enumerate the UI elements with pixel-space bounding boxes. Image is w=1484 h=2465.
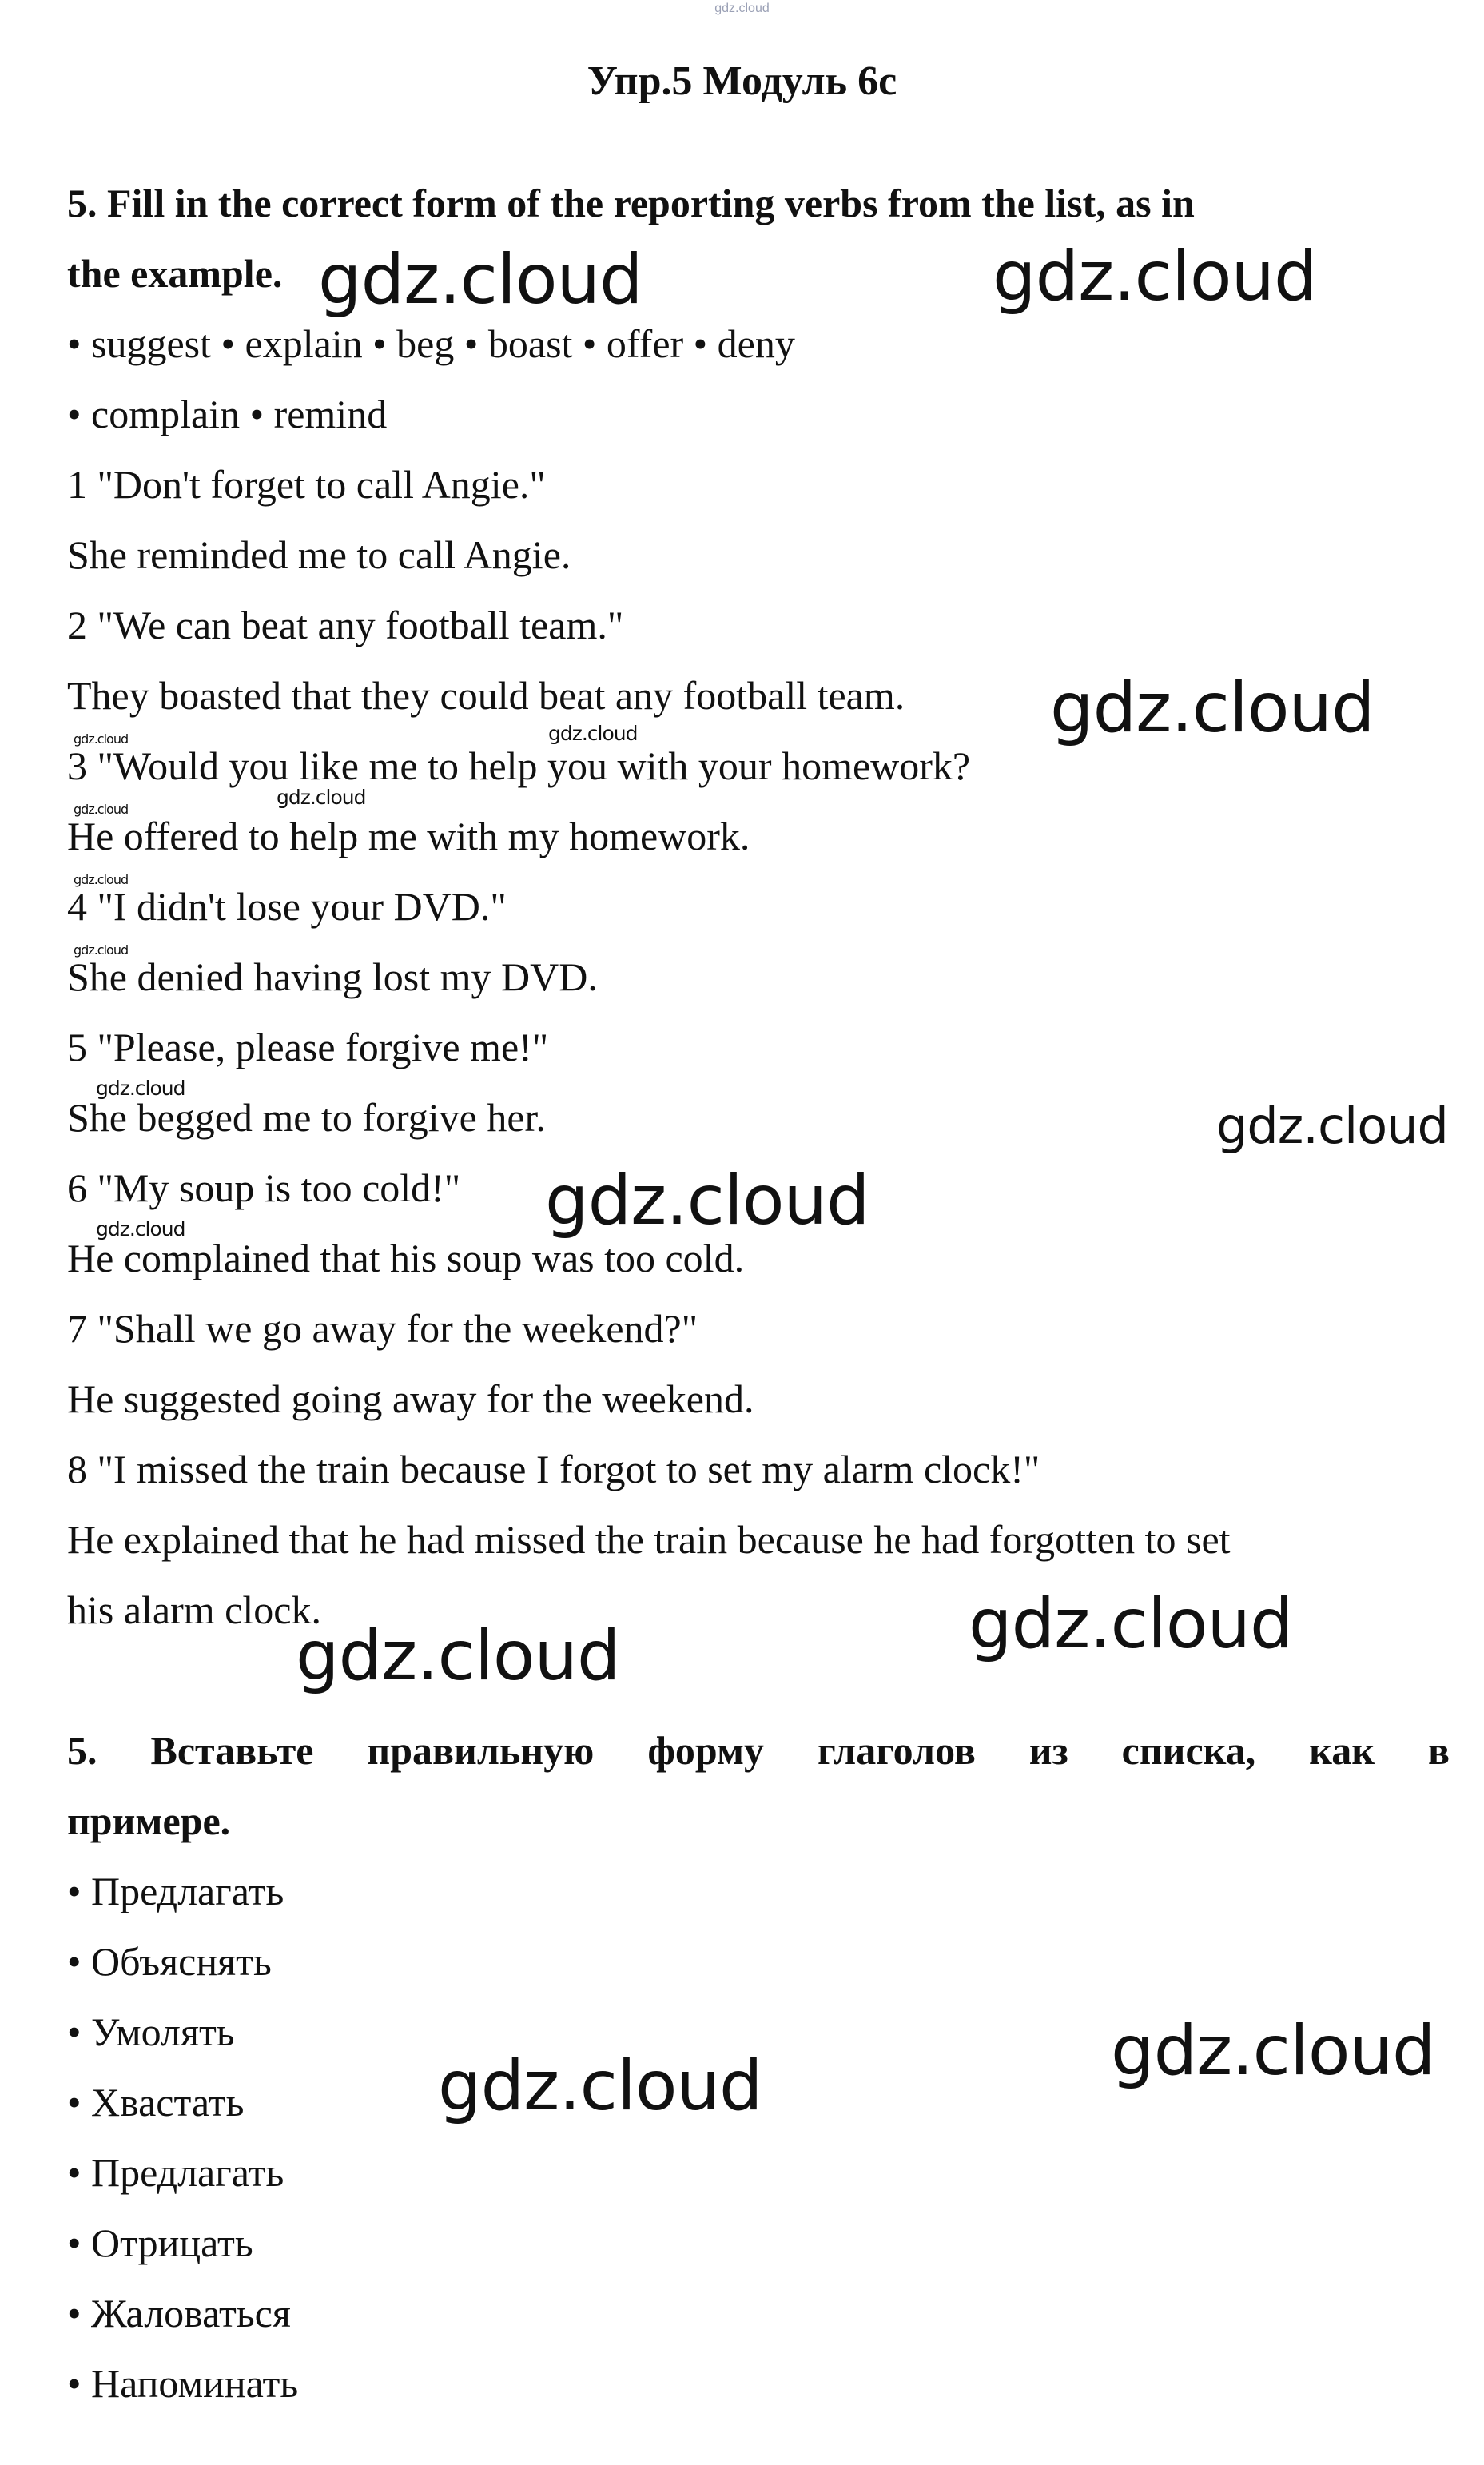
answer-1: She reminded me to call Angie.	[67, 532, 571, 577]
ru-list-item-7: • Жаловаться	[67, 2291, 291, 2336]
question-6: 6 "My soup is too cold!"	[67, 1165, 461, 1210]
task-heading-ru-line2: примере.	[67, 1798, 231, 1843]
top-watermark: gdz.cloud	[714, 2, 770, 15]
watermark: gdz.cloud	[969, 1584, 1293, 1664]
watermark: gdz.cloud	[545, 1161, 869, 1240]
ru-list-item-5: • Предлагать	[67, 2150, 284, 2195]
watermark: gdz.cloud	[277, 786, 366, 809]
watermark: gdz.cloud	[1216, 1097, 1448, 1155]
watermark: gdz.cloud	[1050, 668, 1375, 748]
ru-list-item-8: • Напоминать	[67, 2361, 299, 2406]
ru-list-item-1: • Предлагать	[67, 1869, 284, 1913]
question-4: 4 "I didn't lose your DVD."	[67, 884, 507, 929]
watermark: gdz.cloud	[74, 802, 129, 817]
task-heading-en-line1: 5. Fill in the correct form of the reporting verbs from the list, as in	[67, 181, 1195, 225]
question-3: 3 "Would you like me to help you with your homework?	[67, 743, 971, 788]
ru-list-item-4: • Хвастать	[67, 2080, 245, 2125]
answer-6: He complained that his soup was too cold.	[67, 1236, 745, 1280]
answer-2: They boasted that they could beat any football team.	[67, 673, 905, 718]
watermark: gdz.cloud	[96, 1217, 185, 1240]
watermark: gdz.cloud	[548, 722, 638, 745]
answer-8-line1: He explained that he had missed the train because he had forgotten to set	[67, 1517, 1231, 1562]
answer-8-line2: his alarm clock.	[67, 1587, 321, 1632]
answer-4: She denied having lost my DVD.	[67, 954, 598, 999]
watermark: gdz.cloud	[74, 731, 129, 747]
question-8: 8 "I missed the train because I forgot to set my alarm clock!"	[67, 1447, 1040, 1491]
question-7: 7 "Shall we go away for the weekend?"	[67, 1306, 698, 1351]
question-5: 5 "Please, please forgive me!"	[67, 1025, 549, 1069]
task-heading-en-line2: the example.	[67, 251, 283, 296]
question-1: 1 "Don't forget to call Angie."	[67, 462, 546, 507]
watermark: gdz.cloud	[74, 942, 129, 958]
verb-list-line2: • complain • remind	[67, 392, 388, 436]
answer-5: She begged me to forgive her.	[67, 1095, 546, 1140]
answer-7: He suggested going away for the weekend.	[67, 1376, 754, 1421]
ru-list-item-3: • Умолять	[67, 2009, 235, 2054]
watermark: gdz.cloud	[74, 872, 129, 887]
verb-list-line1: • suggest • explain • beg • boast • offer • deny	[67, 321, 795, 366]
watermark: gdz.cloud	[993, 237, 1317, 317]
watermark: gdz.cloud	[1111, 2011, 1435, 2091]
ru-list-item-2: • Объяснять	[67, 1939, 272, 1984]
watermark: gdz.cloud	[438, 2046, 762, 2126]
watermark: gdz.cloud	[96, 1077, 185, 1100]
ru-list-item-6: • Отрицать	[67, 2220, 253, 2265]
question-2: 2 "We can beat any football team."	[67, 603, 624, 647]
watermark: gdz.cloud	[318, 240, 643, 320]
watermark: gdz.cloud	[296, 1616, 620, 1696]
page-title: Упр.5 Модуль 6с	[587, 58, 897, 104]
answer-3: He offered to help me with my homework.	[67, 814, 750, 858]
task-heading-ru-line1: 5. Вставьте правильную форму глаголов из списка, как в	[67, 1728, 1450, 1773]
